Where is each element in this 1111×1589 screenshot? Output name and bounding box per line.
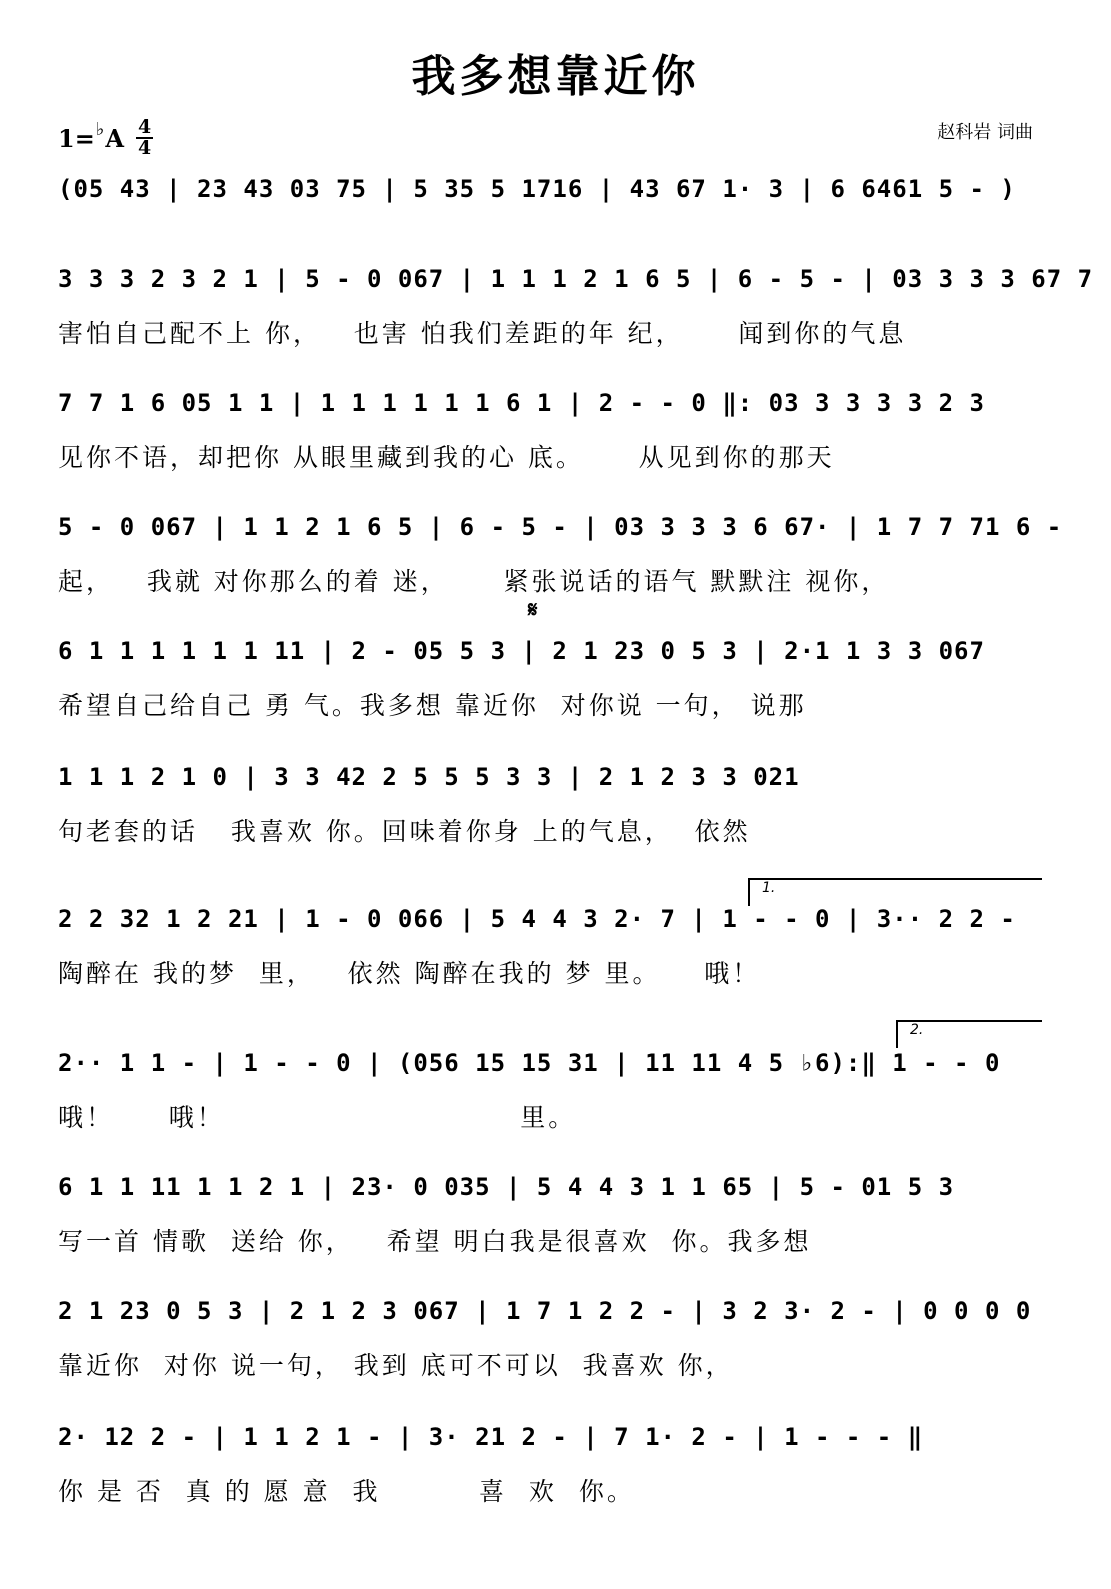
notation-line: 2·· 1 1 - | 1 - - 0 | (056 15 15 31 | 11 11 4 5 ♭6):‖ 1 - - 0 xyxy=(58,1049,1001,1077)
lyrics-line: 靠近你 对你 说一句， 我到 底可不可以 我喜欢 你， xyxy=(58,1351,734,1380)
notation-line: 7 7 1 6 05 1 1 | 1 1 1 1 1 1 6 1 | 2 - - 0 ‖: 03 3 3 3 3 2 3 xyxy=(58,389,985,417)
score-system-7 xyxy=(58,902,1038,994)
lyrics-line: 起， 我就 对你那么的着 迷， 紧张说话的语气 默默注 视你， xyxy=(58,567,890,596)
lyrics-line: 希望自己给自己 勇 气。我多想 靠近你 对你说 一句， 说那 xyxy=(58,691,807,720)
notation-line: 5 - 0 067 | 1 1 2 1 6 5 | 6 - 5 - | 03 3 3 3 6 67· | 1 7 7 71 6 - xyxy=(58,513,1063,541)
notation-line: 3 3 3 2 3 2 1 | 5 - 0 067 | 1 1 1 2 1 6 5 | 6 - 5 - | 03 3 3 3 67 7 xyxy=(58,265,1094,293)
key-signature xyxy=(58,118,153,158)
lyrics-line: 句老套的话 我喜欢 你。回味着你身 上的气息， 依然 xyxy=(58,817,751,846)
time-signature xyxy=(136,118,153,158)
segno-sign: 𝄋 xyxy=(528,598,538,623)
time-top: 4 xyxy=(137,116,152,138)
lyrics-line xyxy=(58,224,1038,264)
score-system-8 xyxy=(58,1046,1038,1138)
song-title: 我多想靠近你 xyxy=(411,51,700,102)
key-note: A xyxy=(105,123,124,153)
score-system-10 xyxy=(58,1294,1038,1386)
lyrics-line: 你 是 否 真 的 愿 意 我 喜 欢 你。 xyxy=(58,1477,635,1506)
notation-line: 2 1 23 0 5 3 | 2 1 2 3 067 | 1 7 1 2 2 - | 3 2 3· 2 - | 0 0 0 0 xyxy=(58,1297,1032,1325)
lyrics-line: 哦！ 哦！ 里。 xyxy=(58,1103,577,1132)
composer-credit: 赵科岩 词曲 xyxy=(937,122,1033,143)
flat-symbol: ♭ xyxy=(95,118,105,140)
volta-2 xyxy=(896,1020,1042,1048)
volta-1-label: 1. xyxy=(762,880,776,896)
volta-2-label: 2. xyxy=(910,1022,924,1038)
score-system-4 xyxy=(58,510,1063,602)
score-system-5 xyxy=(58,634,1038,726)
lyrics-line: 害怕自己配不上 你， 也害 怕我们差距的年 纪， 闻到你的气息 xyxy=(58,319,907,348)
score-system-2 xyxy=(58,262,1094,354)
score-system-11 xyxy=(58,1420,1038,1512)
notation-line: 2 2 32 1 2 21 | 1 - 0 066 | 5 4 4 3 2· 7 | 1 - - 0 | 3·· 2 2 - xyxy=(58,905,1016,933)
lyrics-line: 陶醉在 我的梦 里， 依然 陶醉在我的 梦 里。 哦！ xyxy=(58,959,761,988)
score-system-3 xyxy=(58,386,1038,478)
time-bottom: 4 xyxy=(137,137,152,159)
score-system-6 xyxy=(58,760,1038,852)
lyrics-line: 写一首 情歌 送给 你， 希望 明白我是很喜欢 你。我多想 xyxy=(58,1227,812,1256)
notation-line: 6 1 1 1 1 1 1 11 | 2 - 05 5 3 | 2 1 23 0 5 3 | 2·1 1 3 3 067 xyxy=(58,637,985,665)
score-system-1 xyxy=(58,172,1038,264)
notation-line: 6 1 1 11 1 1 2 1 | 23· 0 035 | 5 4 4 3 1 1 65 | 5 - 01 5 3 xyxy=(58,1173,955,1201)
score-system-9 xyxy=(58,1170,1038,1262)
notation-line: 2· 12 2 - | 1 1 2 1 - | 3· 21 2 - | 7 1· 2 - | 1 - - - ‖ xyxy=(58,1423,924,1451)
notation-line: 1 1 1 2 1 0 | 3 3 42 2 5 5 5 3 3 | 2 1 2 3 3 021 xyxy=(58,763,800,791)
lyrics-line: 见你不语，却把你 从眼里藏到我的心 底。 从见到你的那天 xyxy=(58,443,835,472)
key-prefix: 1= xyxy=(58,123,95,153)
notation-line: (05 43 | 23 43 03 75 | 5 35 5 1716 | 43 67 1· 3 | 6 6461 5 - ) xyxy=(58,175,1016,203)
